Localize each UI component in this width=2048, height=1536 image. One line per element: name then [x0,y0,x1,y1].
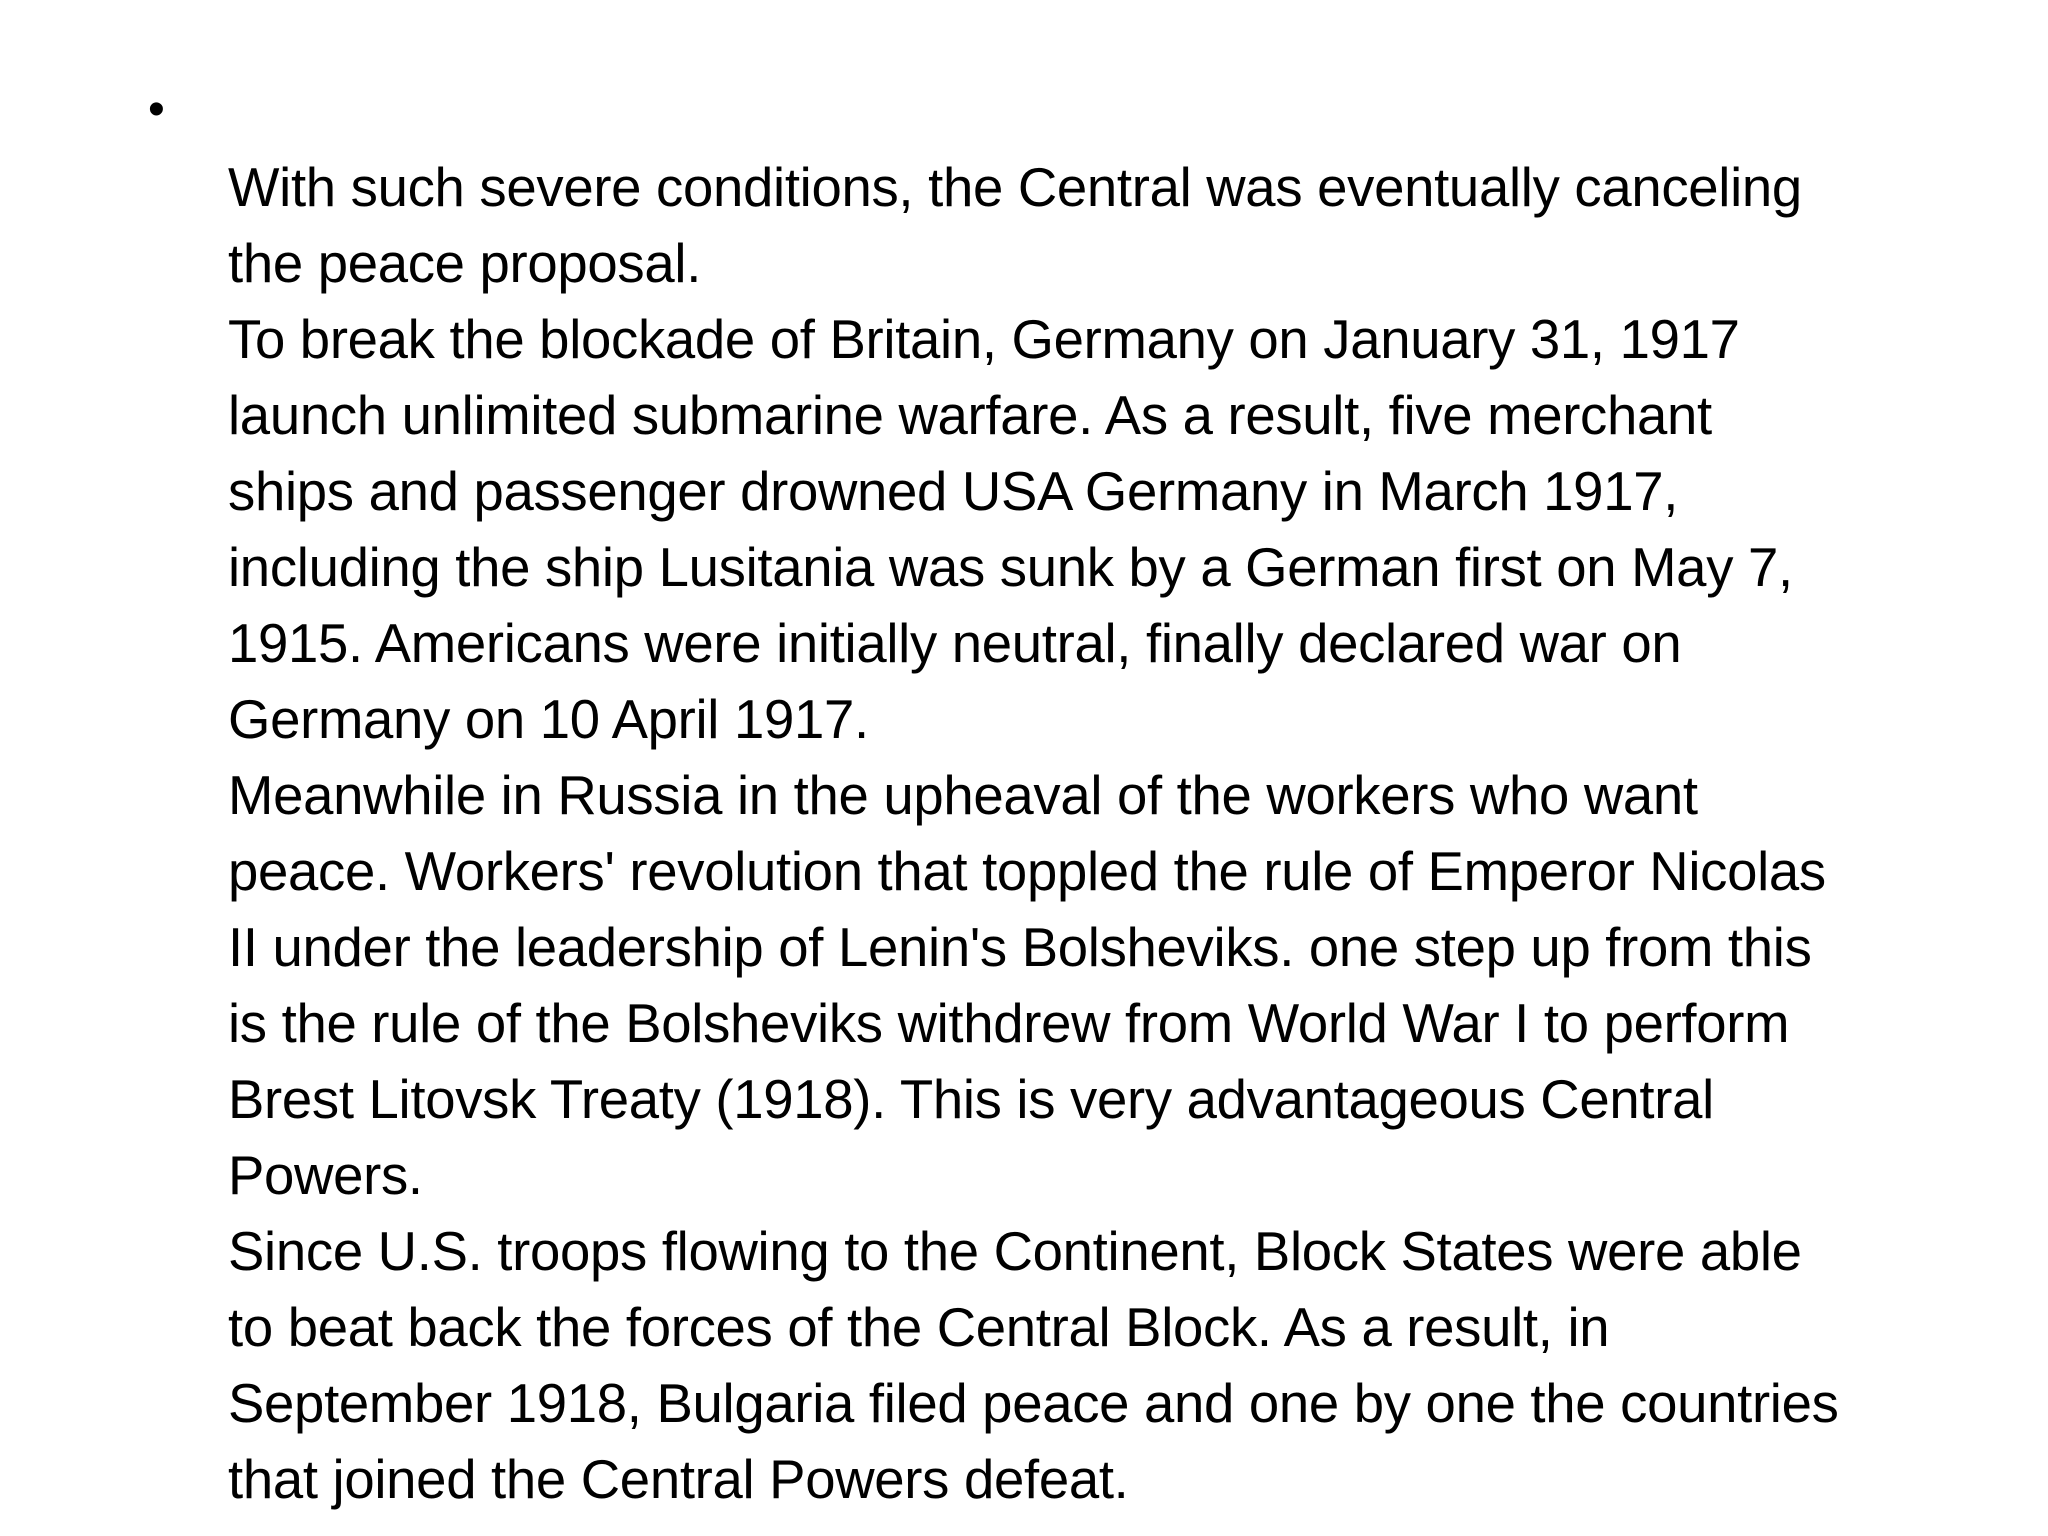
text-line: peace. Workers' revolution that toppled the rule of Emperor Nicolas [228,841,1826,902]
text-line: To break the blockade of Britain, Germany on January 31, 1917 [228,309,1740,370]
text-line: September 1918, Bulgaria filed peace and one by one the countries [228,1373,1839,1434]
text-line: Since U.S. troops flowing to the Continent, Block States were able [228,1221,1802,1282]
text-line: With such severe conditions, the Central was eventually canceling [228,157,1802,218]
text-line: Powers. [228,1145,423,1206]
text-line: launch unlimited submarine warfare. As a result, five merchant [228,385,1712,446]
bullet-marker: • [148,83,165,136]
text-line: that joined the Central Powers defeat. [228,1449,1129,1510]
bullet-text-block [228,150,2028,1518]
text-line: to beat back the forces of the Central Block. As a result, in [228,1297,1610,1358]
text-line: the peace proposal. [228,233,702,294]
text-line: Meanwhile in Russia in the upheaval of the workers who want [228,765,1698,826]
text-line: II under the leadership of Lenin's Bolsheviks. one step up from this [228,917,1812,978]
text-line: Brest Litovsk Treaty (1918). This is very advantageous Central [228,1069,1714,1130]
text-line: is the rule of the Bolsheviks withdrew from World War I to perform [228,993,1790,1054]
text-line: including the ship Lusitania was sunk by a German first on May 7, [228,537,1793,598]
text-line: Germany on 10 April 1917. [228,689,869,750]
text-line: 1915. Americans were initially neutral, finally declared war on [228,613,1682,674]
text-line: ships and passenger drowned USA Germany in March 1917, [228,461,1679,522]
